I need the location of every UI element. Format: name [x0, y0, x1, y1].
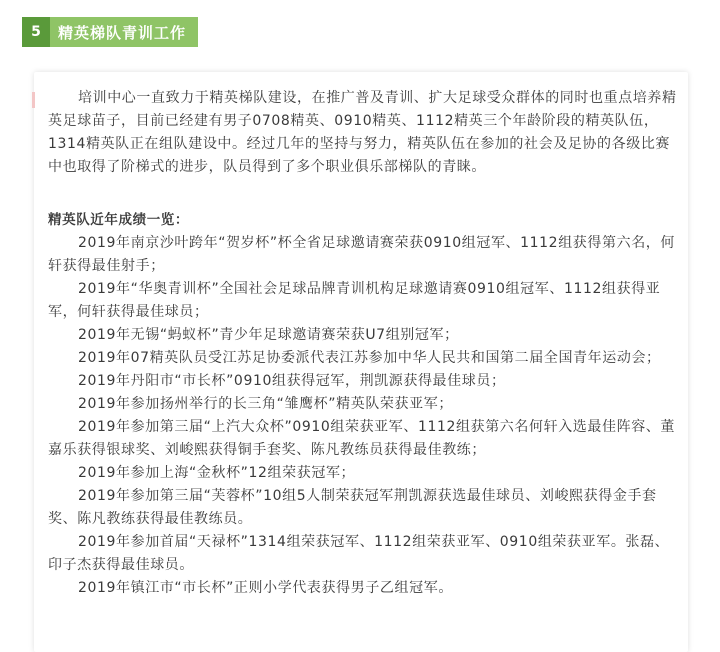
- result-item: 2019年参加上海“金秋杯”12组荣获冠军；: [78, 465, 356, 481]
- results-list: [48, 232, 680, 600]
- quote-mark-icon: [32, 92, 35, 108]
- result-item: 2019年参加首届“天禄杯”1314组荣获冠军、1112组荣获亚军、0910组荣获亚军。张磊、印子杰获得最佳球员。: [48, 534, 670, 573]
- result-item: 2019年丹阳市“市长杯”0910组获得冠军，荆凯源获得最佳球员；: [78, 373, 506, 389]
- result-item: 2019年07精英队员受江苏足协委派代表江苏参加中华人民共和国第二届全国青年运动会；: [78, 350, 661, 366]
- result-item: 2019年“华奥青训杯”全国社会足球品牌青训机构足球邀请赛0910组冠军、1112组获得亚军，何轩获得最佳球员；: [48, 281, 661, 320]
- result-item: 2019年镇江市“市长杯”正则小学代表获得男子乙组冠军。: [78, 580, 453, 596]
- result-item: 2019年南京沙叶跨年“贺岁杯”杯全省足球邀请赛荣获0910组冠军、1112组获得第六名，何轩获得最佳射手；: [48, 235, 675, 274]
- section-title: 精英梯队青训工作: [50, 17, 198, 47]
- section-header: [22, 17, 198, 47]
- result-item: 2019年无锡“蚂蚁杯”青少年足球邀请赛荣获U7组别冠军；: [78, 327, 459, 343]
- section-number: 5: [22, 17, 50, 47]
- result-item: 2019年参加扬州举行的长三角“雏鹰杯”精英队荣获亚军；: [78, 396, 453, 412]
- intro-paragraph: 培训中心一直致力于精英梯队建设，在推广普及青训、扩大足球受众群体的同时也重点培养精英足球苗子，目前已经建有男子0708精英、0910精英、1112精英三个年龄阶段的精英队伍，1314精英队正在组队建设中。经过几年的坚持与努力，精英队伍在参加的社会及足协的各级比赛中也取得了阶梯式的进步，队员得到了多个职业俱乐部梯队的青睐。: [48, 90, 677, 175]
- results-heading: 精英队近年成绩一览：: [48, 212, 189, 228]
- result-item: 2019年参加第三届“芙蓉杯”10组5人制荣获冠军荆凯源获选最佳球员、刘峻熙获得金手套奖、陈凡教练获得最佳教练员。: [48, 488, 657, 527]
- result-item: 2019年参加第三届“上汽大众杯”0910组荣获亚军、1112组获第六名何轩入选最佳阵容、董嘉乐获得银球奖、刘峻熙获得铜手套奖、陈凡教练员获得最佳教练；: [48, 419, 675, 458]
